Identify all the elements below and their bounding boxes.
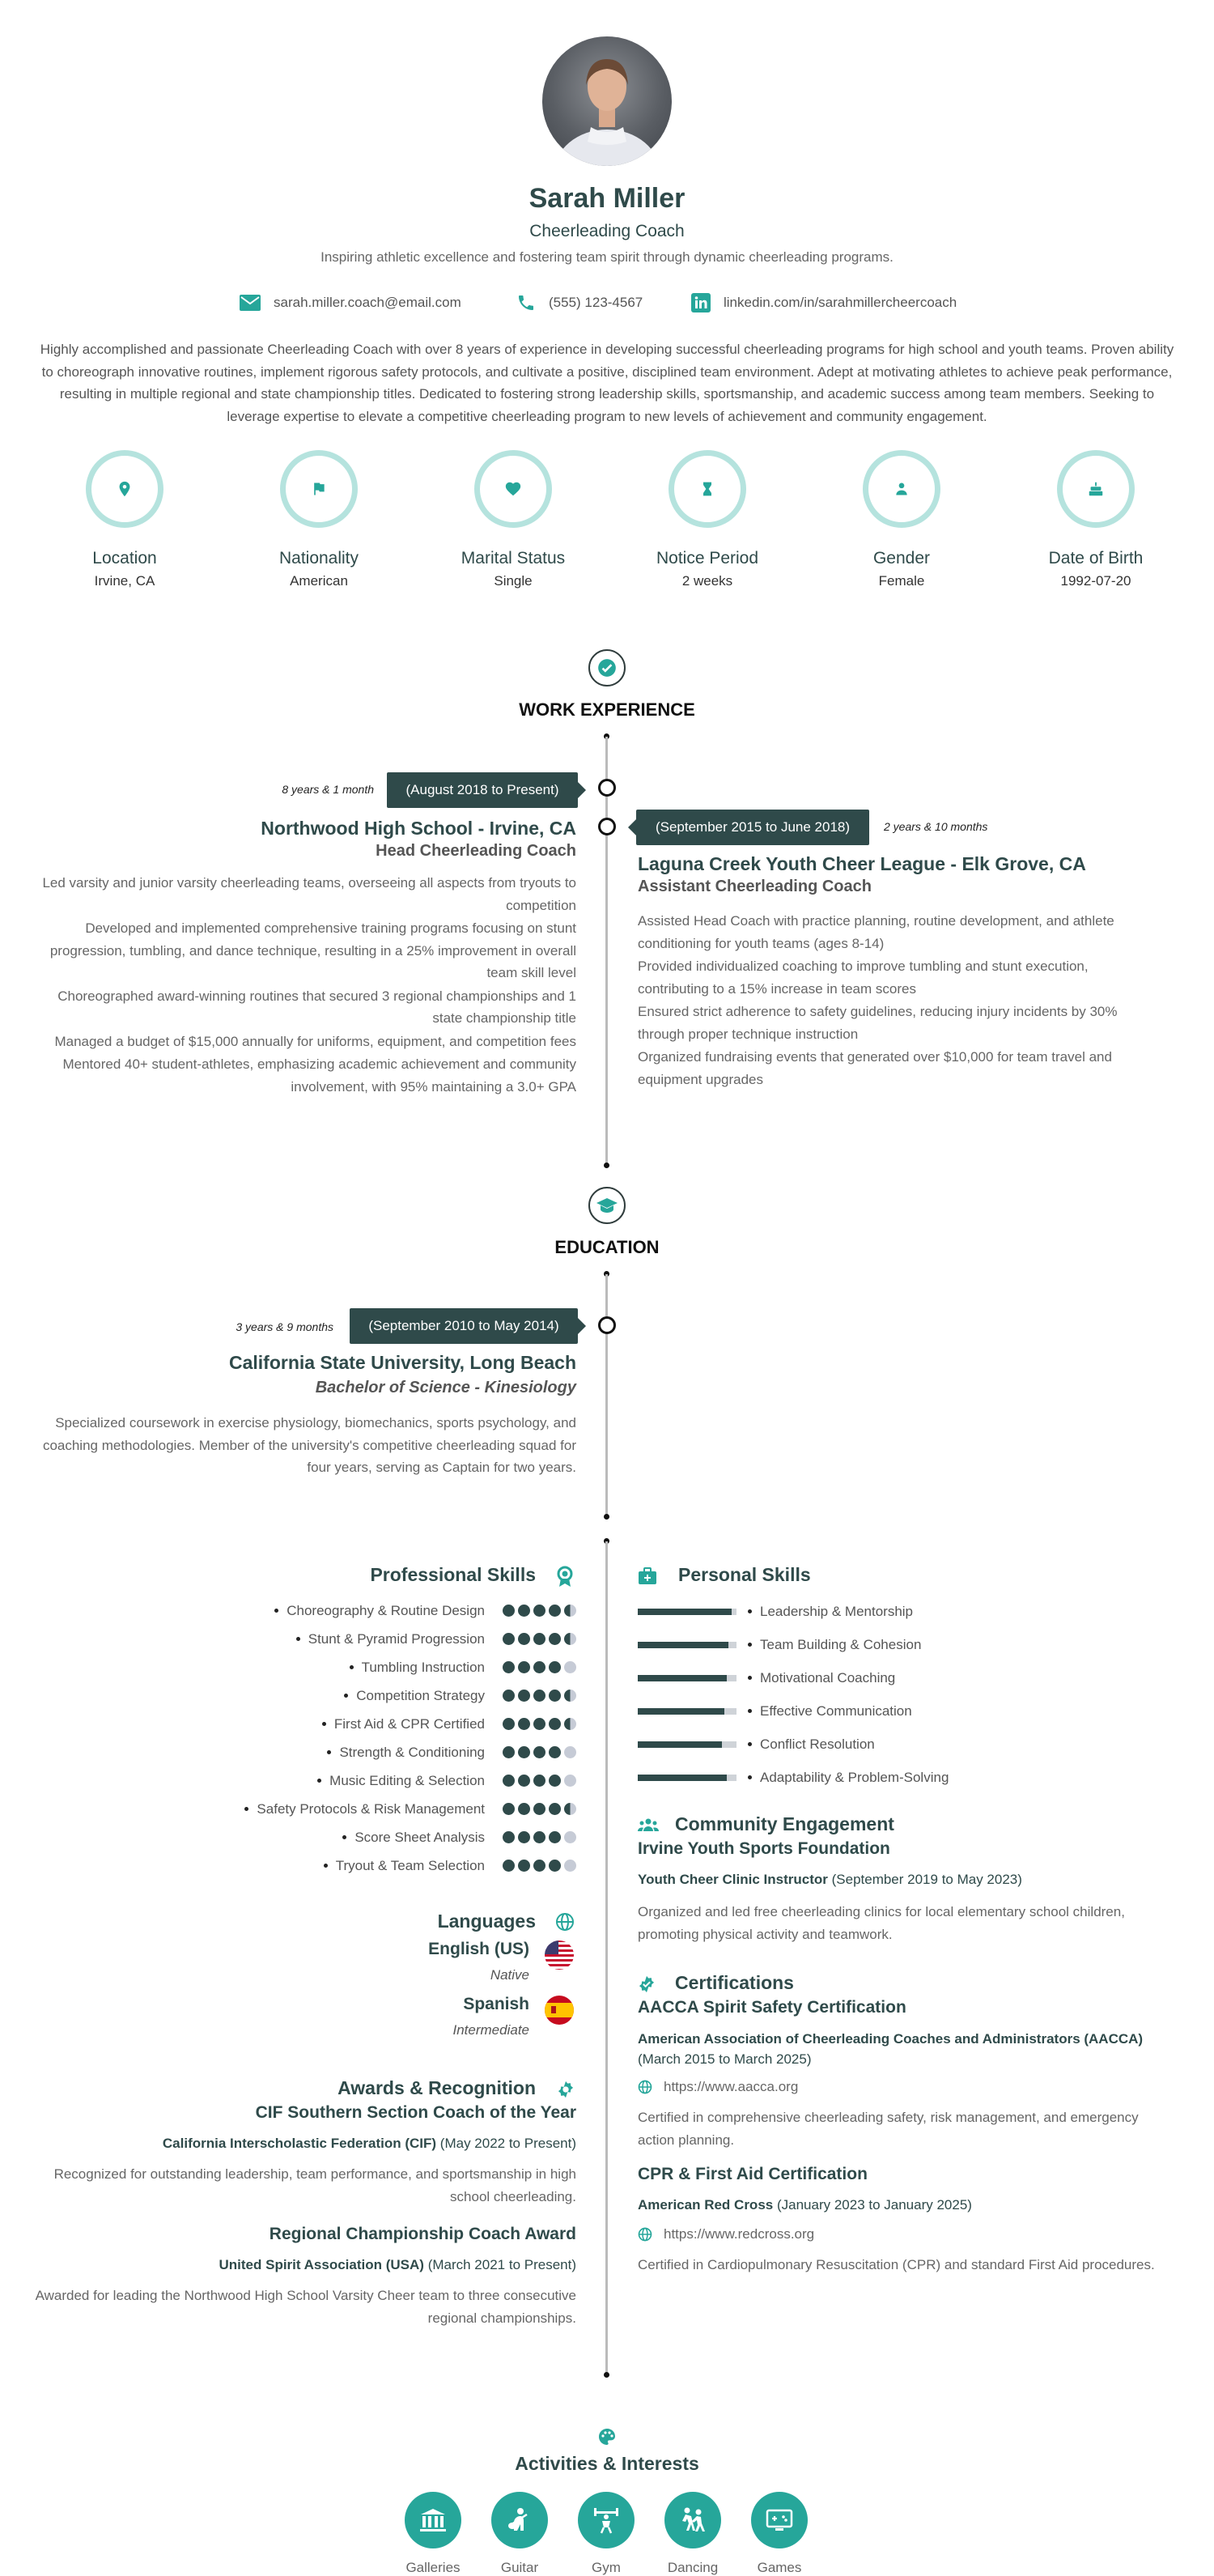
personal-skill-row xyxy=(638,1728,1123,1761)
certification-url[interactable]: https://www.redcross.org xyxy=(664,2226,815,2242)
timeline-end xyxy=(604,1514,609,1520)
awards-heading: Awards & Recognition xyxy=(337,2077,536,2098)
award-title: Regional Championship Coach Award xyxy=(269,2225,576,2243)
email-text: sarah.miller.coach@email.com xyxy=(274,295,461,310)
rating-dot xyxy=(549,1718,561,1730)
skill-rating xyxy=(499,1746,576,1758)
activity-label: Galleries xyxy=(405,2560,461,2575)
languages-heading: Languages xyxy=(437,1911,536,1932)
award-title: CIF Southern Section Coach of the Year xyxy=(255,2103,576,2122)
skill-name: Choreography & Routine Design xyxy=(287,1602,485,1618)
skill-rating xyxy=(499,1860,576,1872)
education-duration: 3 years & 9 months xyxy=(236,1320,333,1333)
rating-dot xyxy=(549,1775,561,1787)
rating-dot xyxy=(564,1775,576,1787)
flag-icon xyxy=(311,481,327,497)
activity-label: Games xyxy=(757,2560,802,2575)
skill-row xyxy=(81,1653,576,1681)
rating-dot xyxy=(503,1803,515,1815)
skill-level-bar xyxy=(638,1708,736,1715)
certification-title: AACCA Spirit Safety Certification xyxy=(638,1998,906,2017)
award-description: Recognized for outstanding leadership, team performance, and sportsmanship in high school cheerleading. xyxy=(53,2166,576,2204)
language-name: Spanish xyxy=(463,1995,529,2013)
skill-name: Safety Protocols & Risk Management xyxy=(257,1800,485,1817)
skill-level-fill xyxy=(638,1675,727,1681)
job-role: Head Cheerleading Coach xyxy=(376,842,576,860)
job-bullets xyxy=(32,872,576,1099)
community-role-line xyxy=(638,1872,1172,1888)
rating-dot xyxy=(533,1661,545,1673)
rating-dot xyxy=(564,1633,576,1645)
rating-dot xyxy=(518,1746,530,1758)
activity-label: Gym xyxy=(592,2560,621,2575)
education-dates: (September 2010 to May 2014) xyxy=(350,1308,578,1344)
education-section-icon xyxy=(588,1187,626,1224)
rating-dot xyxy=(564,1605,576,1617)
professional-summary: Highly accomplished and passionate Cheerleading Coach with over 8 years of experience in developing successful cheerleading programs for high school and youth teams. Proven ability to choreograph innovative routines, implement rigorous safety protocols, and cultivate a positive, disciplined team environment. Adept at motivating athletes to achieve peak performance, resulting in multiple regional and state championship titles. Dedicated to fostering strong leadership skills, sportsmanship, and academic success among team members. Seeking to leverage expertise to elevate a competitive cheerleading program to new levels of achievement and community engagement. xyxy=(40,342,1174,424)
skill-level-fill xyxy=(638,1708,724,1715)
skill-level-bar xyxy=(638,1775,736,1781)
rating-dot xyxy=(533,1633,545,1645)
skill-name: Strength & Conditioning xyxy=(339,1744,485,1760)
rating-dot xyxy=(549,1803,561,1815)
rating-dot xyxy=(503,1633,515,1645)
timeline-node xyxy=(598,1316,616,1334)
email-icon xyxy=(240,295,261,311)
gallery-icon xyxy=(418,2505,448,2536)
certifications-heading: Certifications xyxy=(675,1972,794,1993)
person-icon xyxy=(894,481,910,497)
info-notice-period xyxy=(643,450,772,589)
timeline-line xyxy=(605,1541,608,2375)
globe-icon xyxy=(638,2227,652,2242)
job-dates: (September 2015 to June 2018) xyxy=(636,810,869,845)
info-label: Date of Birth xyxy=(1048,549,1144,567)
rating-dot xyxy=(564,1661,576,1673)
certification-dates: (January 2023 to January 2025) xyxy=(776,2197,972,2213)
avatar xyxy=(542,36,672,166)
rating-dot xyxy=(564,1831,576,1843)
info-value: Female xyxy=(878,573,925,589)
job-bullet: Assisted Head Coach with practice planning, routine development, and athlete conditioning for youth teams (ages 8-14) xyxy=(638,913,1114,951)
job-bullet: Mentored 40+ student-athletes, emphasizing academic achievement and community involvement, with 95% maintaining a 3.0+ GPA xyxy=(62,1056,576,1095)
skill-name: Music Editing & Selection xyxy=(329,1772,485,1788)
rating-dot xyxy=(549,1746,561,1758)
timeline-line xyxy=(605,1274,608,1517)
skill-rating xyxy=(499,1690,576,1702)
people-icon xyxy=(638,1817,659,1833)
certification-issuer-line xyxy=(638,2197,1172,2213)
community-heading: Community Engagement xyxy=(675,1813,894,1834)
personal-skills-heading: Personal Skills xyxy=(678,1564,811,1585)
rating-dot xyxy=(533,1746,545,1758)
skill-rating xyxy=(499,1633,576,1645)
skill-level-fill xyxy=(638,1741,722,1748)
skill-name: First Aid & CPR Certified xyxy=(333,1715,485,1732)
professional-skills-heading: Professional Skills xyxy=(370,1564,536,1585)
skill-row xyxy=(81,1851,576,1880)
skill-row xyxy=(81,1625,576,1653)
us-flag-icon xyxy=(544,1940,575,1970)
skill-row xyxy=(81,1766,576,1795)
award-badge-icon xyxy=(555,1566,575,1588)
activity-label: Dancing xyxy=(667,2560,719,2575)
activity-gym xyxy=(570,2492,643,2576)
info-value: 1992-07-20 xyxy=(1060,573,1131,589)
rating-dot xyxy=(518,1860,530,1872)
hourglass-icon xyxy=(699,480,715,498)
rating-dot xyxy=(503,1746,515,1758)
info-value: American xyxy=(290,573,348,589)
education-school: California State University, Long Beach xyxy=(228,1352,576,1373)
info-label: Gender xyxy=(872,549,931,567)
certification-issuer-line xyxy=(638,2029,1172,2069)
activity-dancing xyxy=(656,2492,729,2576)
job-org: Laguna Creek Youth Cheer League - Elk Grove, CA xyxy=(638,853,1086,874)
job-bullet: Led varsity and junior varsity cheerleading teams, overseeing all aspects from tryouts to competition xyxy=(42,875,576,913)
dancing-icon xyxy=(677,2505,708,2536)
check-badge-icon xyxy=(596,657,618,678)
professional-skills-list xyxy=(81,1596,576,1880)
skill-name: Motivational Coaching xyxy=(760,1669,896,1685)
skill-level-fill xyxy=(638,1775,727,1781)
job-bullet: Managed a budget of $15,000 annually for uniforms, equipment, and competition fees xyxy=(54,1033,576,1049)
info-label: Location xyxy=(92,549,157,567)
rating-dot xyxy=(533,1775,545,1787)
job-role: Assistant Cheerleading Coach xyxy=(638,878,872,895)
location-pin-icon xyxy=(116,480,134,498)
rating-dot xyxy=(533,1803,545,1815)
skill-name: Conflict Resolution xyxy=(760,1736,875,1752)
games-icon xyxy=(764,2505,795,2536)
personal-skill-row xyxy=(638,1595,1123,1628)
skill-rating xyxy=(499,1831,576,1843)
contact-linkedin[interactable] xyxy=(691,291,957,314)
rating-dot xyxy=(549,1605,561,1617)
language-level: Native xyxy=(490,1967,529,1983)
certification-link[interactable] xyxy=(638,2079,798,2095)
phone-text: (555) 123-4567 xyxy=(549,295,643,310)
job-org: Northwood High School - Irvine, CA xyxy=(261,818,576,839)
personal-skill-row xyxy=(638,1761,1123,1794)
education-description: Specialized coursework in exercise physiology, biomechanics, sports psychology, and coaching methodologies. Member of the university's competitive cheerleading squad for four years, serving as Captain for two years. xyxy=(42,1415,576,1475)
personal-skill-row xyxy=(638,1694,1123,1728)
language-name: English (US) xyxy=(428,1940,529,1958)
certification-link[interactable] xyxy=(638,2226,814,2242)
language-level: Intermediate xyxy=(452,2022,529,2038)
linkedin-text: linkedin.com/in/sarahmillercheercoach xyxy=(724,295,957,310)
heart-icon xyxy=(504,480,522,498)
rating-dot xyxy=(518,1661,530,1673)
rating-dot xyxy=(518,1775,530,1787)
rating-dot xyxy=(503,1661,515,1673)
timeline-end xyxy=(604,1163,609,1168)
info-value: Irvine, CA xyxy=(94,573,155,589)
skill-rating xyxy=(499,1803,576,1815)
skill-level-fill xyxy=(638,1609,732,1615)
timeline-node xyxy=(598,818,616,835)
rating-dot xyxy=(533,1690,545,1702)
skill-name: Competition Strategy xyxy=(356,1687,485,1703)
rating-dot xyxy=(503,1690,515,1702)
info-label: Nationality xyxy=(278,549,359,567)
verified-badge-icon xyxy=(638,1975,656,1993)
rating-dot xyxy=(549,1690,561,1702)
contact-email[interactable] xyxy=(240,291,461,314)
skill-row xyxy=(81,1596,576,1625)
job-bullet: Ensured strict adherence to safety guidelines, reducing injury incidents by 30% through proper technique instruction xyxy=(638,1004,1118,1042)
job-bullets xyxy=(638,910,1156,1091)
skill-name: Score Sheet Analysis xyxy=(354,1829,485,1845)
certification-description: Certified in comprehensive cheerleading safety, risk management, and emergency action planning. xyxy=(638,2110,1139,2148)
timeline-end xyxy=(604,2372,609,2378)
info-label: Notice Period xyxy=(656,549,759,567)
skill-name: Tryout & Team Selection xyxy=(335,1857,485,1873)
education-heading: EDUCATION xyxy=(554,1237,660,1257)
info-value: 2 weeks xyxy=(681,573,733,589)
skill-name: Adaptability & Problem-Solving xyxy=(760,1769,949,1785)
rating-dot xyxy=(518,1605,530,1617)
rating-dot xyxy=(564,1860,576,1872)
rating-dot xyxy=(533,1831,545,1843)
award-issuer-line xyxy=(49,2257,576,2273)
rating-dot xyxy=(533,1605,545,1617)
activity-label: Guitar xyxy=(500,2560,539,2575)
job-duration: 2 years & 10 months xyxy=(884,820,988,833)
skill-row xyxy=(81,1681,576,1710)
skill-level-bar xyxy=(638,1741,736,1748)
rating-dot xyxy=(503,1605,515,1617)
award-issuer: United Spirit Association (USA) xyxy=(219,2257,424,2272)
rating-dot xyxy=(549,1661,561,1673)
rating-dot xyxy=(549,1633,561,1645)
info-nationality xyxy=(254,450,384,589)
tagline: Inspiring athletic excellence and fostering team spirit through dynamic cheerleading programs. xyxy=(320,249,894,265)
phone-icon xyxy=(516,293,536,312)
skill-name: Team Building & Cohesion xyxy=(760,1636,922,1652)
rating-dot xyxy=(564,1746,576,1758)
info-location xyxy=(60,450,189,589)
job-duration: 8 years & 1 month xyxy=(282,783,374,796)
personal-skill-row xyxy=(638,1661,1123,1694)
certification-title: CPR & First Aid Certification xyxy=(638,2165,868,2183)
info-gender xyxy=(837,450,966,589)
job-bullet: Provided individualized coaching to improve tumbling and stunt execution, contributing to a 15% increase in team scores xyxy=(638,959,1089,997)
rating-dot xyxy=(518,1633,530,1645)
skill-level-bar xyxy=(638,1642,736,1648)
activity-galleries xyxy=(397,2492,469,2576)
skill-rating xyxy=(499,1605,576,1617)
briefcase-plus-icon xyxy=(638,1567,657,1585)
guitar-icon xyxy=(504,2505,535,2536)
certification-dates: (March 2015 to March 2025) xyxy=(638,2051,812,2067)
skill-name: Stunt & Pyramid Progression xyxy=(308,1630,485,1647)
skill-row xyxy=(81,1795,576,1823)
rating-dot xyxy=(564,1690,576,1702)
rating-dot xyxy=(549,1860,561,1872)
skill-rating xyxy=(499,1661,576,1673)
rating-dot xyxy=(533,1718,545,1730)
job-bullet: Organized fundraising events that generated over $10,000 for team travel and equipment upgrades xyxy=(638,1049,1112,1087)
community-role: Youth Cheer Clinic Instructor xyxy=(638,1872,828,1887)
award-dates: (March 2021 to Present) xyxy=(427,2257,576,2272)
rating-dot xyxy=(564,1803,576,1815)
activity-games xyxy=(743,2492,816,2576)
gym-icon xyxy=(591,2505,622,2536)
palette-icon xyxy=(597,2427,617,2446)
certification-description: Certified in Cardiopulmonary Resuscitation (CPR) and standard First Aid procedures. xyxy=(638,2257,1155,2272)
job-bullet: Developed and implemented comprehensive training programs focusing on stunt progression, tumbling, and dance technique, resulting in a 25% improvement in overall team skill level xyxy=(49,920,576,980)
activities-heading: Activities & Interests xyxy=(515,2453,699,2474)
skill-level-fill xyxy=(638,1642,728,1648)
award-issuer: California Interscholastic Federation (CIF) xyxy=(162,2136,437,2151)
community-description: Organized and led free cheerleading clinics for local elementary school children, promoting physical activity and teamwork. xyxy=(638,1904,1125,1942)
rating-dot xyxy=(533,1860,545,1872)
skill-row xyxy=(81,1710,576,1738)
activity-guitar xyxy=(483,2492,556,2576)
info-label: Marital Status xyxy=(461,549,566,567)
candidate-name: Sarah Miller xyxy=(528,183,686,214)
info-value: Single xyxy=(494,573,533,589)
certification-issuer: American Red Cross xyxy=(638,2197,774,2213)
info-marital-status xyxy=(448,450,578,589)
job-dates: (August 2018 to Present) xyxy=(387,772,578,808)
contact-phone[interactable] xyxy=(516,291,643,314)
certification-url[interactable]: https://www.aacca.org xyxy=(664,2079,799,2094)
skill-name: Leadership & Mentorship xyxy=(760,1603,914,1619)
work-heading: WORK EXPERIENCE xyxy=(519,699,695,720)
rating-dot xyxy=(503,1718,515,1730)
skill-row xyxy=(81,1738,576,1766)
job-bullet: Choreographed award-winning routines that secured 3 regional championships and 1 state championship title xyxy=(57,988,576,1026)
skill-level-bar xyxy=(638,1675,736,1681)
award-dates: (May 2022 to Present) xyxy=(439,2136,576,2151)
cake-icon xyxy=(1087,480,1105,498)
skill-level-bar xyxy=(638,1609,736,1615)
community-org: Irvine Youth Sports Foundation xyxy=(638,1839,890,1858)
certification-issuer: American Association of Cheerleading Coaches and Administrators (AACCA) xyxy=(638,2031,1144,2047)
skill-rating xyxy=(499,1775,576,1787)
globe-icon xyxy=(638,2080,652,2094)
skill-name: Tumbling Instruction xyxy=(361,1659,485,1675)
rating-dot xyxy=(503,1775,515,1787)
timeline-line xyxy=(605,737,608,1166)
rating-dot xyxy=(518,1831,530,1843)
work-section-icon xyxy=(588,649,626,687)
linkedin-icon xyxy=(691,293,711,312)
rating-dot xyxy=(564,1718,576,1730)
community-dates: (September 2019 to May 2023) xyxy=(831,1872,1022,1887)
skill-name: Effective Communication xyxy=(760,1702,912,1719)
rating-dot xyxy=(518,1690,530,1702)
gear-badge-icon xyxy=(557,2081,575,2098)
timeline-node xyxy=(598,779,616,797)
award-description: Awarded for leading the Northwood High School Varsity Cheer team to three consecutive regional championships. xyxy=(35,2288,576,2326)
graduation-cap-icon xyxy=(596,1196,618,1215)
globe-icon xyxy=(555,1912,575,1932)
rating-dot xyxy=(518,1803,530,1815)
rating-dot xyxy=(518,1718,530,1730)
rating-dot xyxy=(549,1831,561,1843)
rating-dot xyxy=(503,1860,515,1872)
skill-rating xyxy=(499,1718,576,1730)
personal-skill-row xyxy=(638,1628,1123,1661)
award-issuer-line xyxy=(49,2136,576,2152)
education-degree: Bachelor of Science - Kinesiology xyxy=(315,1379,576,1396)
job-title: Cheerleading Coach xyxy=(529,222,685,240)
skill-row xyxy=(81,1823,576,1851)
info-date-of-birth xyxy=(1031,450,1161,589)
personal-skills-list xyxy=(638,1595,1123,1794)
spain-flag-icon xyxy=(544,1995,575,2026)
rating-dot xyxy=(503,1831,515,1843)
